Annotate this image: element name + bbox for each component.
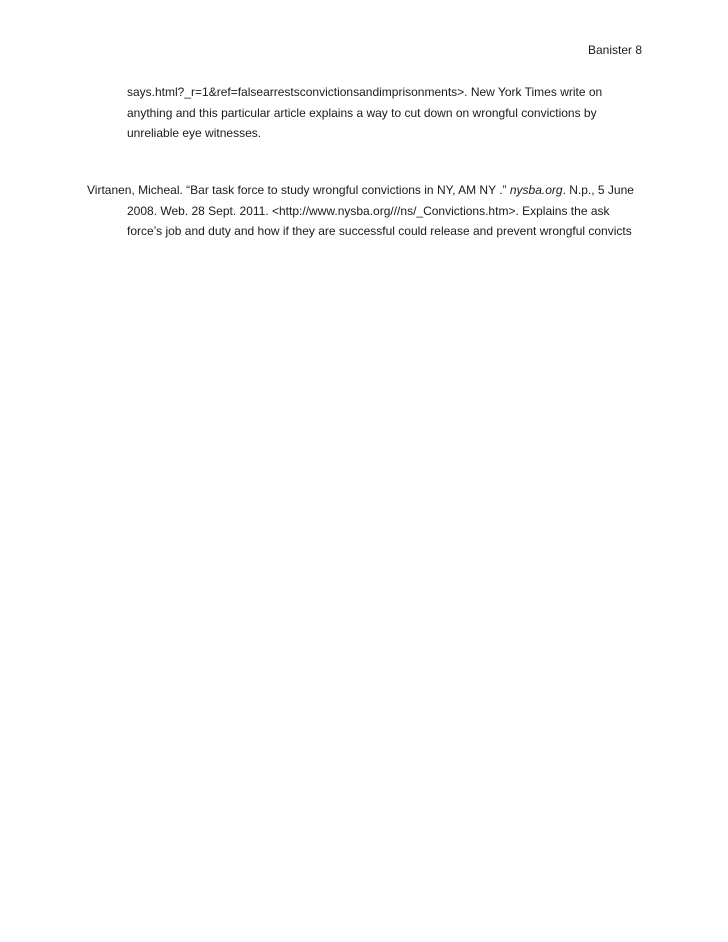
page-header — [588, 42, 642, 58]
citation-entry-virtanen — [87, 180, 647, 242]
citation-line: says.html?_r=1&ref=falsearrestsconvictionsandimprisonments>. New York Times write on — [127, 85, 603, 99]
citation-entry-continuation — [87, 82, 647, 144]
citation-line: anything and this particular article explains a way to cut down on wrongful convictions by — [127, 105, 597, 120]
citation-source-title: nysba.org — [509, 183, 563, 197]
citation-first-line — [87, 180, 647, 201]
page-number-label: Banister 8 — [587, 43, 642, 57]
citation-text: . N.p., 5 June — [562, 183, 634, 197]
citation-line: force’s job and duty and how if they are successful could release and prevent wrongful convicts — [127, 224, 632, 238]
citation-line: unreliable eye witnesses. — [127, 126, 262, 140]
citation-text: Virtanen, Micheal. “Bar task force to study wrongful convictions in NY, AM NY .” — [87, 183, 510, 197]
citation-line: 2008. Web. 28 Sept. 2011. <http://www.nysba.org///ns/_Convictions.htm>. Explains the ask — [127, 203, 610, 218]
